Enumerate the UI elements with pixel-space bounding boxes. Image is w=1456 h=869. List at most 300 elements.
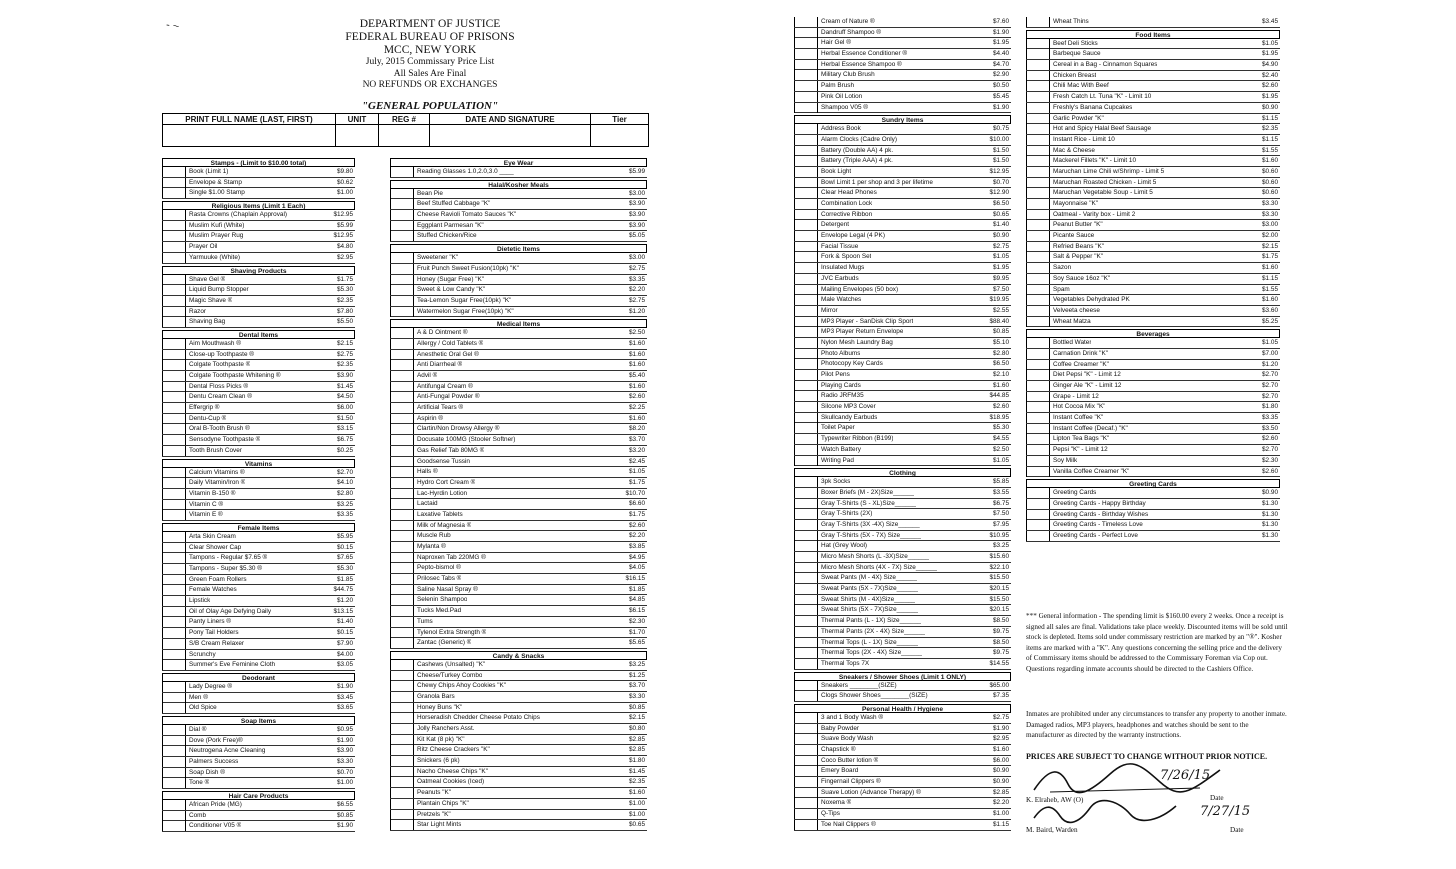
quantity-box[interactable]	[390, 275, 414, 285]
quantity-box[interactable]	[1026, 49, 1050, 59]
item-row	[162, 414, 355, 425]
item-price: $2.80	[993, 349, 1009, 357]
quantity-box[interactable]	[794, 499, 818, 509]
quantity-box[interactable]	[162, 478, 186, 488]
quantity-box[interactable]	[794, 573, 818, 583]
quantity-box[interactable]	[1026, 263, 1050, 273]
quantity-box[interactable]	[390, 296, 414, 306]
quantity-box[interactable]	[390, 542, 414, 552]
quantity-box[interactable]	[390, 638, 414, 648]
quantity-box[interactable]	[794, 456, 818, 466]
quantity-box[interactable]	[390, 681, 414, 691]
quantity-box[interactable]	[390, 810, 414, 820]
quantity-box[interactable]	[390, 478, 414, 488]
item-price: $1.75	[337, 275, 353, 283]
quantity-box[interactable]	[794, 509, 818, 519]
item-name: Shampoo V05 ®	[821, 103, 868, 111]
quantity-box[interactable]	[162, 660, 186, 670]
quantity-box[interactable]	[390, 189, 414, 199]
quantity-box[interactable]	[794, 681, 818, 691]
quantity-box[interactable]	[794, 563, 818, 573]
quantity-box[interactable]	[390, 563, 414, 573]
item-name: Colgate Toothpaste ®	[189, 361, 251, 369]
quantity-box[interactable]	[794, 584, 818, 594]
quantity-box[interactable]	[1026, 499, 1050, 509]
quantity-box[interactable]	[390, 756, 414, 766]
item-name: Maruchan Lime Chili w/Shrimp - Limit 5	[1053, 167, 1165, 175]
quantity-box[interactable]	[162, 371, 186, 381]
quantity-box[interactable]	[162, 167, 186, 177]
quantity-box[interactable]	[1026, 349, 1050, 359]
quantity-box[interactable]	[390, 414, 414, 424]
quantity-box[interactable]	[162, 231, 186, 241]
quantity-box[interactable]	[390, 231, 414, 241]
quantity-box[interactable]	[162, 821, 186, 831]
quantity-box[interactable]	[1026, 178, 1050, 188]
quantity-box[interactable]	[794, 724, 818, 734]
category-header: Vitamins	[162, 459, 355, 468]
quantity-box[interactable]	[162, 778, 186, 788]
quantity-box[interactable]	[162, 532, 186, 542]
quantity-box[interactable]	[794, 274, 818, 284]
quantity-box[interactable]	[794, 541, 818, 551]
quantity-box[interactable]	[1026, 338, 1050, 348]
quantity-box[interactable]	[162, 296, 186, 306]
quantity-box[interactable]	[390, 350, 414, 360]
quantity-box[interactable]	[390, 767, 414, 777]
quantity-box[interactable]	[1026, 39, 1050, 49]
quantity-box[interactable]	[1026, 510, 1050, 520]
item-name: Prayer Oil	[189, 243, 218, 251]
quantity-box[interactable]	[794, 788, 818, 798]
quantity-box[interactable]	[162, 510, 186, 520]
quantity-box[interactable]	[1026, 445, 1050, 455]
quantity-box[interactable]	[794, 477, 818, 487]
item-row	[390, 735, 647, 746]
quantity-box[interactable]	[794, 445, 818, 455]
price-list-page-2	[790, 14, 1290, 849]
quantity-box[interactable]	[794, 285, 818, 295]
quantity-box[interactable]	[794, 60, 818, 70]
item-name: Goodsense Tussin	[417, 457, 470, 465]
quantity-box[interactable]	[794, 820, 818, 830]
quantity-box[interactable]	[390, 703, 414, 713]
quantity-box[interactable]	[1026, 306, 1050, 316]
quantity-box[interactable]	[794, 638, 818, 648]
quantity-box[interactable]	[1026, 370, 1050, 380]
quantity-box[interactable]	[390, 371, 414, 381]
quantity-box[interactable]	[794, 124, 818, 134]
quantity-box[interactable]	[162, 564, 186, 574]
quantity-box[interactable]	[390, 531, 414, 541]
item-row	[794, 124, 1011, 135]
quantity-box[interactable]	[390, 489, 414, 499]
item-name: Toilet Paper	[821, 424, 855, 432]
quantity-box[interactable]	[794, 713, 818, 723]
quantity-box[interactable]	[390, 574, 414, 584]
quantity-box[interactable]	[794, 317, 818, 327]
quantity-box[interactable]	[390, 692, 414, 702]
quantity-box[interactable]	[162, 650, 186, 660]
quantity-box[interactable]	[794, 402, 818, 412]
item-price: $22.10	[989, 563, 1009, 571]
quantity-box[interactable]	[390, 264, 414, 274]
quantity-box[interactable]	[1026, 17, 1050, 27]
quantity-box[interactable]	[794, 520, 818, 530]
quantity-box[interactable]	[162, 242, 186, 252]
quantity-box[interactable]	[794, 146, 818, 156]
quantity-box[interactable]	[794, 349, 818, 359]
item-name: Snickers (6 pk)	[417, 757, 460, 765]
quantity-box[interactable]	[1026, 456, 1050, 466]
header-line: MCC, NEW YORK	[383, 44, 477, 56]
category-header: Sundry Items	[794, 115, 1011, 124]
quantity-box[interactable]	[1026, 381, 1050, 391]
quantity-box[interactable]	[162, 543, 186, 553]
quantity-box[interactable]	[1026, 413, 1050, 423]
quantity-box[interactable]	[162, 736, 186, 746]
quantity-box[interactable]	[794, 49, 818, 59]
quantity-box[interactable]	[794, 210, 818, 220]
quantity-box[interactable]	[390, 435, 414, 445]
item-price: $2.95	[993, 735, 1009, 743]
quantity-box[interactable]	[794, 199, 818, 209]
quantity-box[interactable]	[1026, 424, 1050, 434]
quantity-box[interactable]	[390, 467, 414, 477]
quantity-box[interactable]	[390, 339, 414, 349]
quantity-box[interactable]	[794, 92, 818, 102]
item-price: $1.95	[993, 264, 1009, 272]
quantity-box[interactable]	[794, 809, 818, 819]
quantity-box[interactable]	[390, 788, 414, 798]
quantity-box[interactable]	[162, 811, 186, 821]
quantity-box[interactable]	[794, 17, 818, 27]
quantity-box[interactable]	[794, 434, 818, 444]
item-row	[390, 553, 647, 564]
quantity-box[interactable]	[162, 757, 186, 767]
quantity-box[interactable]	[390, 521, 414, 531]
item-name: Anti Diarrheal ®	[417, 361, 463, 369]
quantity-box[interactable]	[162, 553, 186, 563]
quantity-box[interactable]	[390, 382, 414, 392]
quantity-box[interactable]	[162, 317, 186, 327]
quantity-box[interactable]	[1026, 167, 1050, 177]
quantity-box[interactable]	[1026, 467, 1050, 477]
item-row	[390, 531, 647, 542]
item-price: $3.35	[1262, 414, 1278, 422]
quantity-box[interactable]	[390, 606, 414, 616]
quantity-box[interactable]	[162, 703, 186, 713]
quantity-box[interactable]	[1026, 124, 1050, 134]
quantity-box[interactable]	[162, 746, 186, 756]
item-name: Lipton Tea Bags "K"	[1053, 435, 1110, 443]
quantity-box[interactable]	[794, 252, 818, 262]
quantity-box[interactable]	[1026, 114, 1050, 124]
quantity-box[interactable]	[1026, 360, 1050, 370]
category-header: Dietetic Items	[390, 244, 647, 253]
quantity-box[interactable]	[794, 391, 818, 401]
item-name: Stuffed Chicken/Rice	[417, 232, 477, 240]
quantity-box[interactable]	[390, 553, 414, 563]
quantity-box[interactable]	[390, 671, 414, 681]
item-price: $10.70	[625, 489, 645, 497]
quantity-box[interactable]	[1026, 392, 1050, 402]
item-row	[794, 17, 1011, 28]
item-price: $0.60	[1262, 178, 1278, 186]
quantity-box[interactable]	[390, 724, 414, 734]
quantity-box[interactable]	[390, 167, 414, 177]
quantity-box[interactable]	[794, 777, 818, 787]
quantity-box[interactable]	[1026, 146, 1050, 156]
quantity-box[interactable]	[390, 617, 414, 627]
item-price: $2.30	[629, 617, 645, 625]
quantity-box[interactable]	[162, 339, 186, 349]
quantity-box[interactable]	[162, 210, 186, 220]
item-row	[1026, 124, 1280, 135]
quantity-box[interactable]	[794, 370, 818, 380]
quantity-box[interactable]	[162, 693, 186, 703]
quantity-box[interactable]	[794, 595, 818, 605]
quantity-box[interactable]	[390, 424, 414, 434]
item-row	[1026, 114, 1280, 125]
quantity-box[interactable]	[390, 799, 414, 809]
quantity-box[interactable]	[794, 552, 818, 562]
quantity-box[interactable]	[794, 103, 818, 113]
quantity-box[interactable]	[390, 457, 414, 467]
quantity-box[interactable]	[794, 242, 818, 252]
name-field[interactable]	[163, 125, 336, 147]
date-signature-field[interactable]	[430, 125, 591, 147]
quantity-box[interactable]	[162, 617, 186, 627]
item-name: Combination Lock	[821, 200, 873, 207]
quantity-box[interactable]	[390, 221, 414, 231]
quantity-box[interactable]	[1026, 60, 1050, 70]
item-name: Sweat Shirts (5X - 7X)Size______	[821, 606, 918, 614]
quantity-box[interactable]	[1026, 531, 1050, 541]
quantity-box[interactable]	[390, 499, 414, 509]
item-row	[162, 424, 355, 435]
quantity-box[interactable]	[1026, 210, 1050, 220]
item-name: Cream of Nature ®	[821, 18, 875, 25]
quantity-box[interactable]	[162, 178, 186, 188]
quantity-box[interactable]	[162, 682, 186, 692]
quantity-box[interactable]	[794, 381, 818, 391]
quantity-box[interactable]	[390, 735, 414, 745]
quantity-box[interactable]	[1026, 252, 1050, 262]
item-name: Thermal Tops (L - 1X) Size______	[821, 638, 918, 646]
quantity-box[interactable]	[794, 627, 818, 637]
quantity-box[interactable]	[162, 725, 186, 735]
quantity-box[interactable]	[794, 295, 818, 305]
quantity-box[interactable]	[794, 423, 818, 433]
quantity-box[interactable]	[162, 800, 186, 810]
quantity-box[interactable]	[162, 596, 186, 606]
quantity-box[interactable]	[162, 382, 186, 392]
quantity-box[interactable]	[794, 167, 818, 177]
quantity-box[interactable]	[390, 285, 414, 295]
quantity-box[interactable]	[390, 510, 414, 520]
quantity-box[interactable]	[162, 360, 186, 370]
quantity-box[interactable]	[390, 777, 414, 787]
quantity-box[interactable]	[1026, 92, 1050, 102]
quantity-box[interactable]	[794, 38, 818, 48]
quantity-box[interactable]	[794, 231, 818, 241]
quantity-box[interactable]	[1026, 317, 1050, 327]
item-name: Allergy / Cold Tablets ®	[417, 339, 484, 347]
item-row	[390, 371, 647, 382]
quantity-box[interactable]	[794, 798, 818, 808]
quantity-box[interactable]	[162, 639, 186, 649]
quantity-box[interactable]	[390, 403, 414, 413]
quantity-box[interactable]	[1026, 231, 1050, 241]
quantity-box[interactable]	[794, 616, 818, 626]
quantity-box[interactable]	[1026, 135, 1050, 145]
quantity-box[interactable]	[794, 188, 818, 198]
quantity-box[interactable]	[390, 660, 414, 670]
quantity-box[interactable]	[1026, 434, 1050, 444]
quantity-box[interactable]	[1026, 188, 1050, 198]
quantity-box[interactable]	[1026, 274, 1050, 284]
item-row	[162, 725, 355, 736]
item-name: Fresh Catch Lt. Tuna "K" - Limit 10	[1053, 93, 1152, 101]
item-row	[794, 359, 1011, 370]
item-name: Thermal Pants (2X - 4X) Size______	[821, 627, 926, 635]
item-name: Military Club Brush	[821, 71, 875, 79]
quantity-box[interactable]	[162, 607, 186, 617]
quantity-box[interactable]	[162, 575, 186, 585]
reg-field[interactable]	[379, 125, 430, 147]
item-row	[390, 595, 647, 606]
quantity-box[interactable]	[1026, 156, 1050, 166]
quantity-box[interactable]	[162, 403, 186, 413]
quantity-box[interactable]	[794, 135, 818, 145]
quantity-box[interactable]	[794, 766, 818, 776]
quantity-box[interactable]	[1026, 285, 1050, 295]
item-row	[162, 371, 355, 382]
quantity-box[interactable]	[1026, 295, 1050, 305]
quantity-box[interactable]	[162, 392, 186, 402]
quantity-box[interactable]	[794, 756, 818, 766]
quantity-box[interactable]	[794, 81, 818, 91]
item-name: Chili Mac With Beef	[1053, 82, 1109, 90]
quantity-box[interactable]	[390, 210, 414, 220]
quantity-box[interactable]	[390, 745, 414, 755]
item-price: $5.30	[993, 424, 1009, 432]
item-price: $1.00	[629, 810, 645, 818]
quantity-box[interactable]	[390, 307, 414, 317]
quantity-box[interactable]	[390, 253, 414, 263]
quantity-box[interactable]	[390, 446, 414, 456]
item-row	[1026, 263, 1280, 274]
quantity-box[interactable]	[1026, 199, 1050, 209]
quantity-box[interactable]	[162, 350, 186, 360]
quantity-box[interactable]	[794, 488, 818, 498]
item-row	[390, 563, 647, 574]
quantity-box[interactable]	[1026, 220, 1050, 230]
quantity-box[interactable]	[162, 446, 186, 456]
quantity-box[interactable]	[162, 188, 186, 198]
item-price: $44.85	[989, 392, 1009, 400]
quantity-box[interactable]	[162, 424, 186, 434]
quantity-box[interactable]	[162, 768, 186, 778]
quantity-box[interactable]	[794, 659, 818, 669]
item-name: Tea-Lemon Sugar Free(10pk) "K"	[417, 296, 512, 304]
quantity-box[interactable]	[794, 327, 818, 337]
quantity-box[interactable]	[794, 413, 818, 423]
quantity-box[interactable]	[794, 70, 818, 80]
quantity-box[interactable]	[794, 156, 818, 166]
quantity-box[interactable]	[162, 275, 186, 285]
quantity-box[interactable]	[390, 328, 414, 338]
item-price: $2.60	[1262, 467, 1278, 475]
quantity-box[interactable]	[794, 263, 818, 273]
quantity-box[interactable]	[390, 392, 414, 402]
quantity-box[interactable]	[390, 820, 414, 830]
unit-field[interactable]	[336, 125, 379, 147]
quantity-box[interactable]	[390, 713, 414, 723]
quantity-box[interactable]	[390, 595, 414, 605]
quantity-box[interactable]	[162, 414, 186, 424]
item-name: Grape - Limit 12	[1053, 392, 1099, 400]
quantity-box[interactable]	[390, 360, 414, 370]
quantity-box[interactable]	[162, 628, 186, 638]
quantity-box[interactable]	[162, 489, 186, 499]
quantity-box[interactable]	[390, 628, 414, 638]
quantity-box[interactable]	[390, 585, 414, 595]
quantity-box[interactable]	[794, 28, 818, 38]
quantity-box[interactable]	[162, 435, 186, 445]
quantity-box[interactable]	[162, 468, 186, 478]
quantity-box[interactable]	[162, 585, 186, 595]
quantity-box[interactable]	[794, 531, 818, 541]
quantity-box[interactable]	[794, 178, 818, 188]
tier-field[interactable]	[591, 125, 649, 147]
quantity-box[interactable]	[162, 500, 186, 510]
quantity-box[interactable]	[1026, 103, 1050, 113]
quantity-box[interactable]	[162, 221, 186, 231]
item-name: Prilosec Tabs ®	[417, 575, 462, 583]
item-row	[390, 328, 647, 339]
quantity-box[interactable]	[162, 253, 186, 263]
item-name: Antifungal Cream ®	[417, 382, 473, 390]
quantity-box[interactable]	[1026, 520, 1050, 530]
quantity-box[interactable]	[794, 605, 818, 615]
quantity-box[interactable]	[162, 307, 186, 317]
quantity-box[interactable]	[1026, 71, 1050, 81]
quantity-box[interactable]	[794, 306, 818, 316]
item-name: Lipstick	[189, 597, 211, 605]
quantity-box[interactable]	[390, 199, 414, 209]
item-row	[390, 617, 647, 628]
quantity-box[interactable]	[1026, 81, 1050, 91]
item-name: Pink Oil Lotion	[821, 92, 863, 100]
quantity-box[interactable]	[1026, 242, 1050, 252]
item-price: $0.65	[629, 821, 645, 829]
quantity-box[interactable]	[794, 359, 818, 369]
quantity-box[interactable]	[794, 338, 818, 348]
quantity-box[interactable]	[794, 648, 818, 658]
quantity-box[interactable]	[794, 734, 818, 744]
item-name: Chewy Chips Ahoy Cookies "K"	[417, 682, 507, 690]
quantity-box[interactable]	[1026, 402, 1050, 412]
quantity-box[interactable]	[162, 285, 186, 295]
item-price: $1.40	[337, 618, 353, 626]
quantity-box[interactable]	[1026, 488, 1050, 498]
quantity-box[interactable]	[794, 220, 818, 230]
quantity-box[interactable]	[794, 691, 818, 701]
item-row	[794, 445, 1011, 456]
quantity-box[interactable]	[794, 745, 818, 755]
